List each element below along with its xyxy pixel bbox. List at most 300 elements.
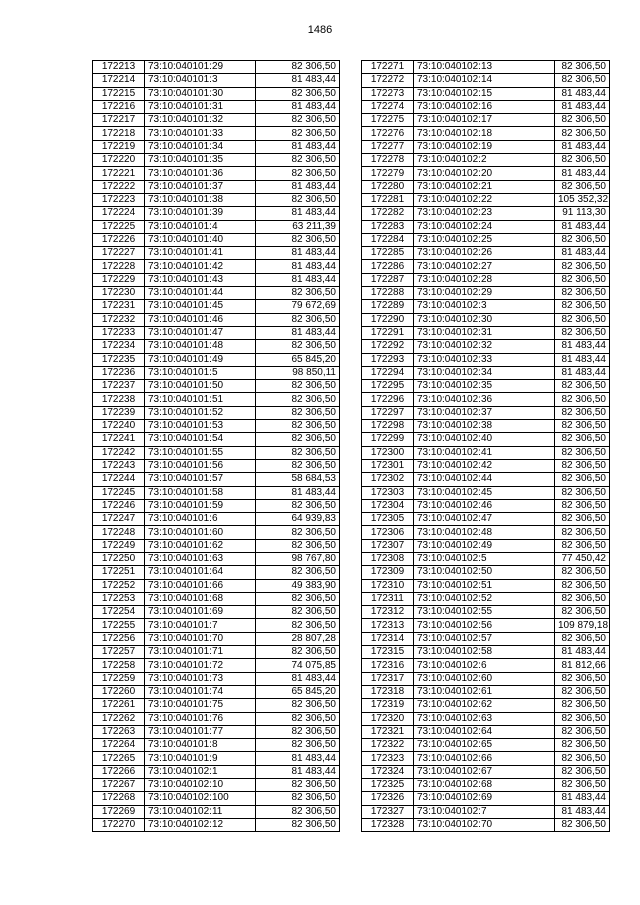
cadastral-value-cell: 82 306,50 xyxy=(555,420,610,433)
cadastral-value-cell: 82 306,50 xyxy=(256,420,340,433)
table-row xyxy=(93,805,340,818)
row-number-cell: 172219 xyxy=(93,140,145,153)
row-number-cell: 172311 xyxy=(362,592,414,605)
cadastral-number-cell: 73:10:040102:16 xyxy=(414,100,555,113)
cadastral-value-cell: 81 483,44 xyxy=(256,207,340,220)
cadastral-number-cell: 73:10:040102:50 xyxy=(414,566,555,579)
cadastral-number-cell: 73:10:040102:31 xyxy=(414,326,555,339)
cadastral-value-cell: 81 812,66 xyxy=(555,659,610,672)
table-row xyxy=(362,805,610,818)
cadastral-value-cell: 81 483,44 xyxy=(256,486,340,499)
cadastral-number-cell: 73:10:040101:51 xyxy=(145,393,256,406)
cadastral-value-cell: 82 306,50 xyxy=(555,180,610,193)
table-row xyxy=(93,792,340,805)
table-row xyxy=(93,619,340,632)
table-row xyxy=(93,287,340,300)
cadastral-number-cell: 73:10:040102:32 xyxy=(414,340,555,353)
table-row xyxy=(362,685,610,698)
table-row xyxy=(362,818,610,831)
row-number-cell: 172261 xyxy=(93,699,145,712)
row-number-cell: 172314 xyxy=(362,632,414,645)
cadastral-number-cell: 73:10:040102:34 xyxy=(414,366,555,379)
cadastral-number-cell: 73:10:040101:57 xyxy=(145,473,256,486)
cadastral-number-cell: 73:10:040102:60 xyxy=(414,672,555,685)
cadastral-value-cell: 81 483,44 xyxy=(555,646,610,659)
cadastral-number-cell: 73:10:040101:70 xyxy=(145,632,256,645)
page-number: 1486 xyxy=(307,24,333,36)
row-number-cell: 172270 xyxy=(93,818,145,831)
row-number-cell: 172284 xyxy=(362,233,414,246)
cadastral-value-cell: 81 483,44 xyxy=(256,752,340,765)
cadastral-number-cell: 73:10:040102:38 xyxy=(414,420,555,433)
table-row xyxy=(362,499,610,512)
table-row xyxy=(362,61,610,74)
row-number-cell: 172252 xyxy=(93,579,145,592)
row-number-cell: 172310 xyxy=(362,579,414,592)
cadastral-number-cell: 73:10:040102:35 xyxy=(414,380,555,393)
row-number-cell: 172245 xyxy=(93,486,145,499)
table-row xyxy=(362,340,610,353)
table-row xyxy=(362,459,610,472)
table-row xyxy=(93,712,340,725)
table-row xyxy=(362,592,610,605)
row-number-cell: 172312 xyxy=(362,606,414,619)
cadastral-number-cell: 73:10:040102:48 xyxy=(414,526,555,539)
cadastral-number-cell: 73:10:040101:54 xyxy=(145,433,256,446)
row-number-cell: 172272 xyxy=(362,74,414,87)
cadastral-value-cell: 81 483,44 xyxy=(256,180,340,193)
table-row xyxy=(93,632,340,645)
cadastral-number-cell: 73:10:040102:55 xyxy=(414,606,555,619)
cadastral-number-cell: 73:10:040102:26 xyxy=(414,247,555,260)
table-row xyxy=(93,552,340,565)
table-row xyxy=(93,486,340,499)
table-row xyxy=(93,100,340,113)
cadastral-value-cell: 98 767,80 xyxy=(256,552,340,565)
cadastral-value-cell: 81 483,44 xyxy=(256,672,340,685)
cadastral-value-cell: 64 939,83 xyxy=(256,513,340,526)
row-number-cell: 172277 xyxy=(362,140,414,153)
cadastral-value-cell: 82 306,50 xyxy=(555,566,610,579)
row-number-cell: 172246 xyxy=(93,499,145,512)
table-row xyxy=(362,792,610,805)
row-number-cell: 172213 xyxy=(93,61,145,74)
cadastral-number-cell: 73:10:040102:2 xyxy=(414,154,555,167)
cadastral-number-cell: 73:10:040102:19 xyxy=(414,140,555,153)
cadastral-value-cell: 82 306,50 xyxy=(555,459,610,472)
cadastral-value-cell: 82 306,50 xyxy=(256,526,340,539)
row-number-cell: 172269 xyxy=(93,805,145,818)
row-number-cell: 172288 xyxy=(362,287,414,300)
cadastral-number-cell: 73:10:040102:20 xyxy=(414,167,555,180)
cadastral-number-cell: 73:10:040101:72 xyxy=(145,659,256,672)
row-number-cell: 172244 xyxy=(93,473,145,486)
cadastral-number-cell: 73:10:040101:9 xyxy=(145,752,256,765)
table-row xyxy=(93,326,340,339)
cadastral-number-cell: 73:10:040102:61 xyxy=(414,685,555,698)
table-row xyxy=(362,100,610,113)
cadastral-value-cell: 82 306,50 xyxy=(256,606,340,619)
cadastral-number-cell: 73:10:040102:44 xyxy=(414,473,555,486)
cadastral-number-cell: 73:10:040102:25 xyxy=(414,233,555,246)
row-number-cell: 172319 xyxy=(362,699,414,712)
table-row xyxy=(362,433,610,446)
cadastral-value-cell: 82 306,50 xyxy=(555,260,610,273)
table-row xyxy=(362,380,610,393)
table-row xyxy=(93,659,340,672)
table-row xyxy=(93,154,340,167)
cadastral-value-cell: 82 306,50 xyxy=(256,725,340,738)
row-number-cell: 172264 xyxy=(93,739,145,752)
row-number-cell: 172301 xyxy=(362,459,414,472)
cadastral-value-cell: 81 483,44 xyxy=(555,167,610,180)
table-row xyxy=(362,752,610,765)
table-row xyxy=(362,420,610,433)
cadastral-value-cell: 81 483,44 xyxy=(256,273,340,286)
row-number-cell: 172323 xyxy=(362,752,414,765)
cadastral-number-cell: 73:10:040101:49 xyxy=(145,353,256,366)
cadastral-number-cell: 73:10:040101:74 xyxy=(145,685,256,698)
cadastral-number-cell: 73:10:040102:6 xyxy=(414,659,555,672)
table-row xyxy=(362,646,610,659)
table-row xyxy=(362,672,610,685)
cadastral-value-cell: 82 306,50 xyxy=(555,154,610,167)
row-number-cell: 172218 xyxy=(93,127,145,140)
cadastral-value-cell: 81 483,44 xyxy=(555,366,610,379)
row-number-cell: 172227 xyxy=(93,247,145,260)
table-row xyxy=(362,486,610,499)
row-number-cell: 172321 xyxy=(362,725,414,738)
row-number-cell: 172303 xyxy=(362,486,414,499)
table-row xyxy=(93,818,340,831)
cadastral-value-cell: 82 306,50 xyxy=(256,393,340,406)
row-number-cell: 172286 xyxy=(362,260,414,273)
table-row xyxy=(93,247,340,260)
table-row xyxy=(93,207,340,220)
cadastral-value-cell: 82 306,50 xyxy=(256,87,340,100)
cadastral-number-cell: 73:10:040102:49 xyxy=(414,539,555,552)
table-row xyxy=(93,260,340,273)
row-number-cell: 172271 xyxy=(362,61,414,74)
row-number-cell: 172243 xyxy=(93,459,145,472)
cadastral-value-cell: 81 483,44 xyxy=(256,74,340,87)
cadastral-number-cell: 73:10:040101:44 xyxy=(145,287,256,300)
row-number-cell: 172238 xyxy=(93,393,145,406)
cadastral-number-cell: 73:10:040102:23 xyxy=(414,207,555,220)
table-row xyxy=(362,287,610,300)
cadastral-value-cell: 81 483,44 xyxy=(555,353,610,366)
cadastral-number-cell: 73:10:040101:41 xyxy=(145,247,256,260)
cadastral-number-cell: 73:10:040101:48 xyxy=(145,340,256,353)
row-number-cell: 172300 xyxy=(362,446,414,459)
table-row xyxy=(93,220,340,233)
cadastral-value-cell: 28 807,28 xyxy=(256,632,340,645)
table-row xyxy=(362,326,610,339)
cadastral-value-cell: 82 306,50 xyxy=(555,765,610,778)
table-row xyxy=(362,74,610,87)
row-number-cell: 172259 xyxy=(93,672,145,685)
table-row xyxy=(93,193,340,206)
row-number-cell: 172279 xyxy=(362,167,414,180)
cadastral-value-cell: 82 306,50 xyxy=(555,473,610,486)
cadastral-number-cell: 73:10:040101:64 xyxy=(145,566,256,579)
cadastral-value-cell: 82 306,50 xyxy=(555,433,610,446)
row-number-cell: 172305 xyxy=(362,513,414,526)
cadastral-number-cell: 73:10:040102:27 xyxy=(414,260,555,273)
cadastral-number-cell: 73:10:040102:21 xyxy=(414,180,555,193)
cadastral-number-cell: 73:10:040102:51 xyxy=(414,579,555,592)
cadastral-number-cell: 73:10:040102:18 xyxy=(414,127,555,140)
table-row xyxy=(362,220,610,233)
table-row xyxy=(93,579,340,592)
row-number-cell: 172278 xyxy=(362,154,414,167)
row-number-cell: 172322 xyxy=(362,739,414,752)
table-row xyxy=(93,539,340,552)
cadastral-value-cell: 82 306,50 xyxy=(555,127,610,140)
cadastral-number-cell: 73:10:040101:40 xyxy=(145,233,256,246)
cadastral-number-cell: 73:10:040101:43 xyxy=(145,273,256,286)
cadastral-number-cell: 73:10:040102:68 xyxy=(414,779,555,792)
row-number-cell: 172223 xyxy=(93,193,145,206)
cadastral-value-cell: 81 483,44 xyxy=(256,247,340,260)
cadastral-number-cell: 73:10:040102:30 xyxy=(414,313,555,326)
row-number-cell: 172265 xyxy=(93,752,145,765)
cadastral-value-cell: 79 672,69 xyxy=(256,300,340,313)
cadastral-number-cell: 73:10:040101:4 xyxy=(145,220,256,233)
cadastral-number-cell: 73:10:040102:70 xyxy=(414,818,555,831)
row-number-cell: 172216 xyxy=(93,100,145,113)
cadastral-value-cell: 82 306,50 xyxy=(256,61,340,74)
table-row xyxy=(93,393,340,406)
table-row xyxy=(93,699,340,712)
cadastral-number-cell: 73:10:040102:11 xyxy=(145,805,256,818)
table-row xyxy=(362,366,610,379)
row-number-cell: 172258 xyxy=(93,659,145,672)
cadastral-value-cell: 49 383,90 xyxy=(256,579,340,592)
table-row xyxy=(93,513,340,526)
cadastral-value-cell: 82 306,50 xyxy=(256,792,340,805)
cadastral-value-cell: 82 306,50 xyxy=(555,632,610,645)
table-row xyxy=(362,140,610,153)
table-row xyxy=(362,566,610,579)
row-number-cell: 172296 xyxy=(362,393,414,406)
row-number-cell: 172290 xyxy=(362,313,414,326)
cadastral-value-cell: 81 483,44 xyxy=(256,326,340,339)
table-row xyxy=(362,393,610,406)
cadastral-value-cell: 82 306,50 xyxy=(256,619,340,632)
row-number-cell: 172307 xyxy=(362,539,414,552)
cadastral-value-cell: 82 306,50 xyxy=(555,114,610,127)
row-number-cell: 172275 xyxy=(362,114,414,127)
cadastral-value-cell: 81 483,44 xyxy=(555,792,610,805)
row-number-cell: 172235 xyxy=(93,353,145,366)
cadastral-value-cell: 82 306,50 xyxy=(256,539,340,552)
table-row xyxy=(93,140,340,153)
cadastral-value-cell: 82 306,50 xyxy=(555,592,610,605)
cadastral-number-cell: 73:10:040102:42 xyxy=(414,459,555,472)
row-number-cell: 172217 xyxy=(93,114,145,127)
cadastral-number-cell: 73:10:040101:52 xyxy=(145,406,256,419)
cadastral-number-cell: 73:10:040102:52 xyxy=(414,592,555,605)
cadastral-value-cell: 65 845,20 xyxy=(256,353,340,366)
row-number-cell: 172281 xyxy=(362,193,414,206)
table-row xyxy=(93,433,340,446)
table-row xyxy=(362,659,610,672)
cadastral-value-cell: 82 306,50 xyxy=(555,606,610,619)
cadastral-number-cell: 73:10:040101:53 xyxy=(145,420,256,433)
row-number-cell: 172266 xyxy=(93,765,145,778)
cadastral-value-cell: 82 306,50 xyxy=(555,326,610,339)
row-number-cell: 172225 xyxy=(93,220,145,233)
row-number-cell: 172222 xyxy=(93,180,145,193)
cadastral-value-cell: 81 483,44 xyxy=(256,140,340,153)
row-number-cell: 172289 xyxy=(362,300,414,313)
cadastral-number-cell: 73:10:040101:77 xyxy=(145,725,256,738)
row-number-cell: 172260 xyxy=(93,685,145,698)
cadastral-value-cell: 82 306,50 xyxy=(555,739,610,752)
row-number-cell: 172317 xyxy=(362,672,414,685)
cadastral-number-cell: 73:10:040101:36 xyxy=(145,167,256,180)
table-row xyxy=(362,114,610,127)
table-row xyxy=(362,406,610,419)
table-row xyxy=(362,739,610,752)
row-number-cell: 172268 xyxy=(93,792,145,805)
cadastral-number-cell: 73:10:040102:46 xyxy=(414,499,555,512)
table-row xyxy=(362,606,610,619)
cadastral-number-cell: 73:10:040102:41 xyxy=(414,446,555,459)
cadastral-number-cell: 73:10:040101:60 xyxy=(145,526,256,539)
table-row xyxy=(93,366,340,379)
table-row xyxy=(93,446,340,459)
row-number-cell: 172226 xyxy=(93,233,145,246)
row-number-cell: 172291 xyxy=(362,326,414,339)
cadastral-value-cell: 109 879,18 xyxy=(555,619,610,632)
cadastral-value-cell: 82 306,50 xyxy=(555,313,610,326)
table-row xyxy=(93,526,340,539)
cadastral-value-cell: 82 306,50 xyxy=(555,61,610,74)
cadastral-number-cell: 73:10:040101:5 xyxy=(145,366,256,379)
table-row xyxy=(362,619,610,632)
cadastral-number-cell: 73:10:040101:46 xyxy=(145,313,256,326)
cadastral-value-cell: 82 306,50 xyxy=(555,300,610,313)
row-number-cell: 172320 xyxy=(362,712,414,725)
row-number-cell: 172249 xyxy=(93,539,145,552)
row-number-cell: 172293 xyxy=(362,353,414,366)
table-row xyxy=(362,127,610,140)
cadastral-number-cell: 73:10:040102:10 xyxy=(145,779,256,792)
cadastral-value-cell: 65 845,20 xyxy=(256,685,340,698)
row-number-cell: 172297 xyxy=(362,406,414,419)
cadastral-number-cell: 73:10:040101:50 xyxy=(145,380,256,393)
cadastral-value-cell: 82 306,50 xyxy=(256,233,340,246)
row-number-cell: 172292 xyxy=(362,340,414,353)
cadastral-value-cell: 81 483,44 xyxy=(555,805,610,818)
table-row xyxy=(362,552,610,565)
row-number-cell: 172309 xyxy=(362,566,414,579)
row-number-cell: 172283 xyxy=(362,220,414,233)
row-number-cell: 172242 xyxy=(93,446,145,459)
table-row xyxy=(362,260,610,273)
table-row xyxy=(93,765,340,778)
cadastral-value-cell: 82 306,50 xyxy=(555,712,610,725)
table-row xyxy=(93,739,340,752)
cadastral-number-cell: 73:10:040101:7 xyxy=(145,619,256,632)
cadastral-number-cell: 73:10:040101:76 xyxy=(145,712,256,725)
row-number-cell: 172304 xyxy=(362,499,414,512)
row-number-cell: 172255 xyxy=(93,619,145,632)
cadastral-value-cell: 91 113,30 xyxy=(555,207,610,220)
cadastral-value-cell: 82 306,50 xyxy=(555,233,610,246)
cadastral-value-cell: 82 306,50 xyxy=(256,380,340,393)
cadastral-value-cell: 74 075,85 xyxy=(256,659,340,672)
cadastral-value-cell: 82 306,50 xyxy=(256,779,340,792)
cadastral-value-cell: 82 306,50 xyxy=(555,380,610,393)
table-row xyxy=(362,233,610,246)
cadastral-value-cell: 98 850,11 xyxy=(256,366,340,379)
table-row xyxy=(93,672,340,685)
cadastral-value-cell: 81 483,44 xyxy=(256,100,340,113)
cadastral-number-cell: 73:10:040101:63 xyxy=(145,552,256,565)
cadastral-number-cell: 73:10:040101:37 xyxy=(145,180,256,193)
cadastral-number-cell: 73:10:040102:56 xyxy=(414,619,555,632)
table-row xyxy=(93,406,340,419)
row-number-cell: 172233 xyxy=(93,326,145,339)
cadastral-value-cell: 82 306,50 xyxy=(555,779,610,792)
cadastral-number-cell: 73:10:040101:75 xyxy=(145,699,256,712)
cadastral-value-cell: 82 306,50 xyxy=(256,167,340,180)
cadastral-value-cell: 81 483,44 xyxy=(256,765,340,778)
row-number-cell: 172237 xyxy=(93,380,145,393)
cadastral-number-cell: 73:10:040101:45 xyxy=(145,300,256,313)
cadastral-number-cell: 73:10:040101:58 xyxy=(145,486,256,499)
row-number-cell: 172229 xyxy=(93,273,145,286)
cadastral-value-cell: 82 306,50 xyxy=(555,273,610,286)
cadastral-number-cell: 73:10:040102:15 xyxy=(414,87,555,100)
table-row xyxy=(362,193,610,206)
cadastral-number-cell: 73:10:040101:42 xyxy=(145,260,256,273)
table-row xyxy=(93,499,340,512)
cadastral-number-cell: 73:10:040101:55 xyxy=(145,446,256,459)
row-number-cell: 172232 xyxy=(93,313,145,326)
cadastral-number-cell: 73:10:040102:36 xyxy=(414,393,555,406)
row-number-cell: 172263 xyxy=(93,725,145,738)
cadastral-value-cell: 82 306,50 xyxy=(256,712,340,725)
cadastral-value-cell: 82 306,50 xyxy=(555,446,610,459)
table-row xyxy=(93,566,340,579)
table-row xyxy=(362,154,610,167)
cadastral-value-cell: 82 306,50 xyxy=(555,752,610,765)
cadastral-number-cell: 73:10:040101:8 xyxy=(145,739,256,752)
table-row xyxy=(362,779,610,792)
row-number-cell: 172257 xyxy=(93,646,145,659)
cadastral-number-cell: 73:10:040102:47 xyxy=(414,513,555,526)
cadastral-number-cell: 73:10:040102:100 xyxy=(145,792,256,805)
cadastral-number-cell: 73:10:040101:31 xyxy=(145,100,256,113)
table-row xyxy=(362,473,610,486)
table-row xyxy=(93,127,340,140)
row-number-cell: 172250 xyxy=(93,552,145,565)
table-row xyxy=(93,459,340,472)
table-row xyxy=(362,765,610,778)
row-number-cell: 172240 xyxy=(93,420,145,433)
cadastral-value-cell: 82 306,50 xyxy=(256,406,340,419)
table-row xyxy=(93,87,340,100)
table-row xyxy=(93,606,340,619)
cadastral-value-cell: 81 483,44 xyxy=(555,87,610,100)
cadastral-number-cell: 73:10:040101:32 xyxy=(145,114,256,127)
cadastral-number-cell: 73:10:040101:34 xyxy=(145,140,256,153)
cadastral-value-cell: 82 306,50 xyxy=(555,486,610,499)
